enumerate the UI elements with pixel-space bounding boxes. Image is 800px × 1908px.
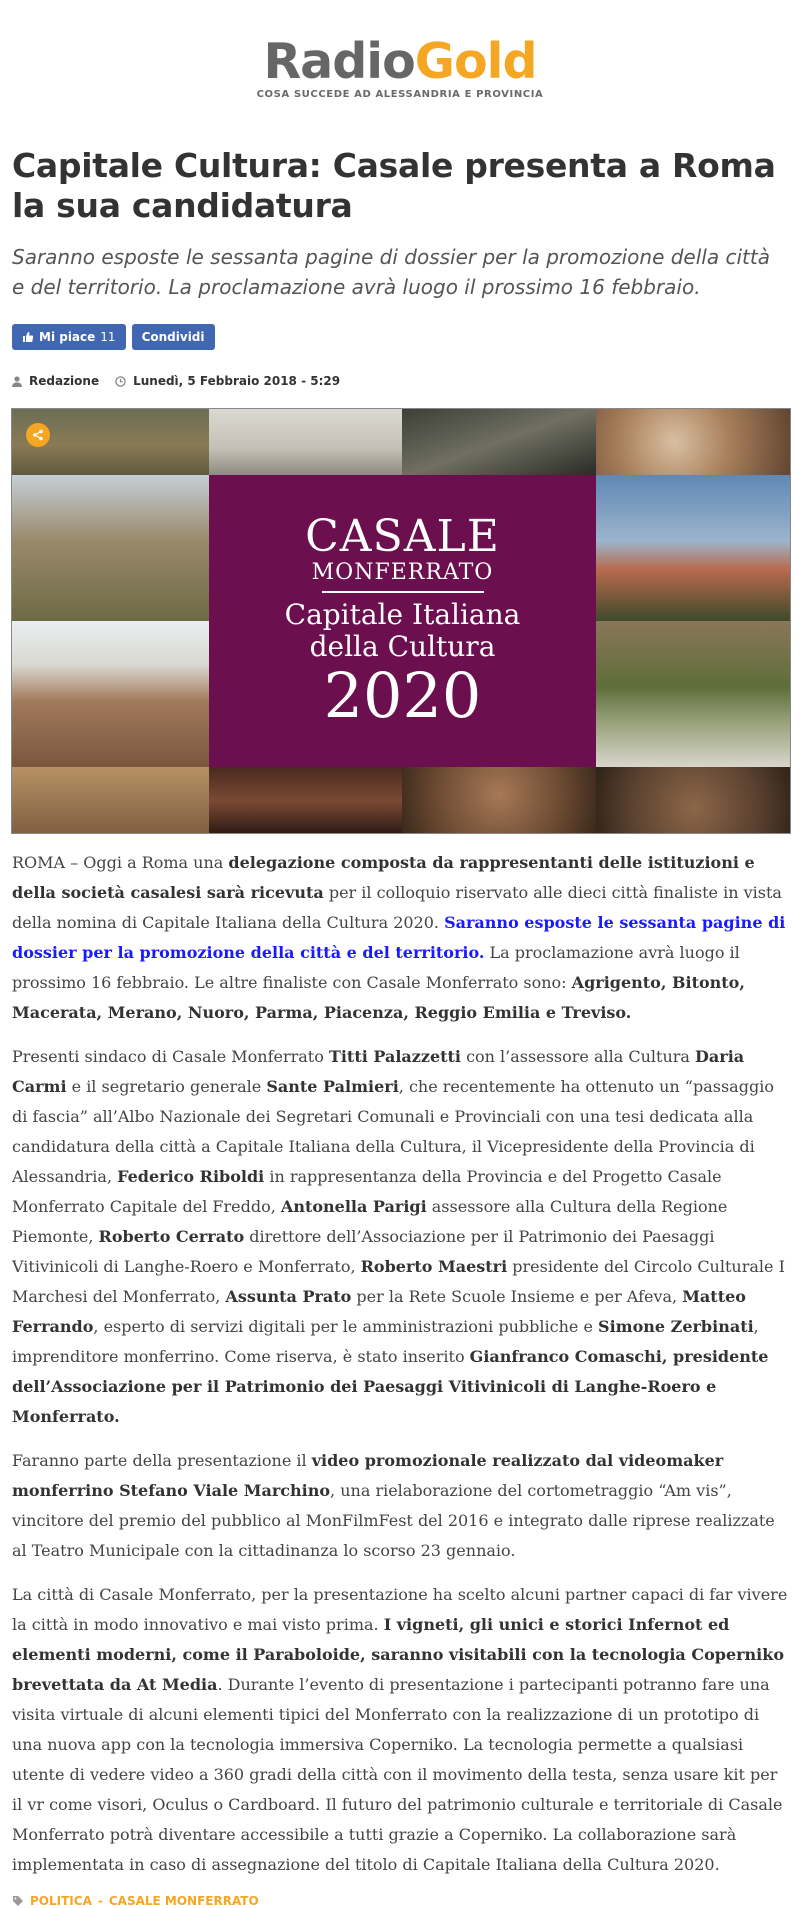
photo-tile bbox=[596, 767, 791, 834]
logo-block[interactable] bbox=[0, 0, 800, 110]
text-bold: Simone Zerbinati bbox=[598, 1317, 754, 1336]
text-run: , che recentemente ha ottenuto un “passaggio di fascia” all’Albo Nazionale dei Segretari Comunali e Provinciali con una tesi dedicata alla candidatura della città a Capitale Italiana della Cultura, il Vicepresidente della Provincia di Alessandria, bbox=[12, 1077, 774, 1186]
text-bold: Federico Riboldi bbox=[117, 1167, 265, 1186]
text-bold: Sante Palmieri bbox=[266, 1077, 399, 1096]
text-bold: video promozionale realizzato dal videomaker monferrino Stefano Viale Marchino bbox=[12, 1451, 724, 1500]
article-subtitle: Saranno esposte le sessanta pagine di dossier per la promozione della città e del territorio. La proclamazione avrà luogo il prossimo 16 febbraio. bbox=[12, 245, 770, 299]
text-run: e il segretario generale bbox=[66, 1077, 267, 1096]
article-body bbox=[12, 848, 788, 1880]
hero-line-year: 2020 bbox=[323, 659, 482, 733]
hero-line-capitale: Capitale Italiana bbox=[284, 597, 521, 631]
paragraph bbox=[12, 1580, 788, 1880]
like-count: 11 bbox=[100, 330, 116, 344]
logo-gold: Gold bbox=[414, 33, 537, 90]
photo-tile bbox=[596, 475, 791, 621]
article-title: Capitale Cultura: Casale presenta a Roma la sua candidatura bbox=[12, 146, 776, 225]
text-run: presidente del Circolo Culturale I Marchesi del Monferrato, bbox=[12, 1257, 785, 1306]
text-run: La città di Casale Monferrato, per la presentazione ha scelto alcuni partner capaci di far vivere la città in modo innovativo e mai visto prima. bbox=[12, 1585, 788, 1634]
text-bold: Antonella Parigi bbox=[280, 1197, 427, 1216]
thumbs-up-icon bbox=[22, 331, 34, 343]
photo-tile bbox=[402, 767, 596, 834]
tag-icon bbox=[12, 1895, 24, 1907]
text-bold: Assunta Prato bbox=[225, 1287, 352, 1306]
text-bold: delegazione composta da rappresentanti delle istituzioni e della società casalesi sarà ricevuta bbox=[12, 853, 755, 902]
text-run: La proclamazione avrà luogo il prossimo 16 febbraio. Le altre finaliste con Casale Monferrato sono: bbox=[12, 943, 740, 992]
photo-tile bbox=[596, 409, 791, 475]
text-run: ROMA – Oggi a Roma una bbox=[12, 853, 229, 872]
text-run: direttore dell’Associazione per il Patrimonio dei Paesaggi Vitivinicoli di Langhe-Roero e Monferrato, bbox=[12, 1227, 715, 1276]
tag-casale-monferrato[interactable]: CASALE MONFERRATO bbox=[108, 1894, 259, 1908]
text-bold: Daria Carmi bbox=[12, 1047, 745, 1096]
text-run: , imprenditore monferrino. Come riserva, è stato inserito bbox=[12, 1317, 759, 1366]
logo-radio: Radio bbox=[263, 33, 415, 90]
social-bar bbox=[12, 324, 788, 350]
article bbox=[0, 146, 800, 1908]
site-logo[interactable] bbox=[263, 33, 537, 90]
photo-tile bbox=[12, 475, 209, 621]
hero-line-casale: CASALE bbox=[305, 510, 500, 562]
text-run: Faranno parte della presentazione il bbox=[12, 1451, 312, 1470]
text-run: . Durante l’evento di presentazione i partecipanti potranno fare una visita virtuale di alcuni elementi tipici del Monferrato con la realizzazione di un prototipo di una nuova app con la tecnologia immersiva Coperniko. La tecnologia permette a qualsiasi utente di vedere video a 360 gradi della città con il movimento della testa, senza usare kit per il vr come visori, Oculus o Cardboard. Il futuro del patrimonio culturale e territoriale di Casale Monferrato potrà diventare accessibile a tutti grazie a Coperniko. La collaborazione sarà implementata in caso di assegnazione del titolo di Capitale Italiana della Cultura 2020. bbox=[12, 1675, 783, 1874]
photo-tile bbox=[596, 621, 791, 767]
text-bold: Matteo Ferrando bbox=[12, 1287, 746, 1336]
text-bold: Titti Palazzetti bbox=[328, 1047, 461, 1066]
article-tags bbox=[12, 1894, 788, 1908]
photo-tile bbox=[402, 409, 596, 475]
hero-title-panel bbox=[209, 475, 596, 767]
site-header bbox=[0, 0, 800, 110]
photo-tile bbox=[209, 409, 402, 475]
text-run: , esperto di servizi digitali per le amministrazioni pubbliche e bbox=[93, 1317, 599, 1336]
text-bold: Gianfranco Comaschi, presidente dell’Associazione per il Patrimonio dei Paesaggi Vitivinicoli di Langhe-Roero e Monferrato. bbox=[12, 1347, 769, 1426]
article-meta bbox=[12, 374, 788, 388]
text-bold: I vigneti, gli unici e storici Infernot ed elementi moderni, come il Paraboloide, saranno visitabili con la tecnologia Coperniko brevettata da At Media bbox=[12, 1615, 785, 1694]
text-run: assessore alla Cultura della Regione Piemonte, bbox=[12, 1197, 728, 1246]
hero-image[interactable] bbox=[11, 408, 791, 834]
tag-politica[interactable]: POLITICA bbox=[30, 1894, 92, 1908]
author bbox=[12, 374, 99, 388]
paragraph bbox=[12, 1042, 788, 1432]
text-run: in rappresentanza della Provincia e del Progetto Casale Monferrato Capitale del Freddo, bbox=[12, 1167, 722, 1216]
image-share-button[interactable] bbox=[26, 423, 50, 447]
hero-line-monferrato: MONFERRATO bbox=[311, 559, 494, 585]
publish-date bbox=[115, 374, 340, 388]
text-bold: Roberto Maestri bbox=[360, 1257, 508, 1276]
author-name: Redazione bbox=[29, 374, 100, 388]
facebook-like-button[interactable] bbox=[12, 324, 126, 350]
text-run: con l’assessore alla Cultura bbox=[460, 1047, 696, 1066]
paragraph bbox=[12, 848, 788, 1028]
hero-divider bbox=[322, 591, 484, 593]
dossier-link[interactable]: Saranno esposte le sessanta pagine di dossier per la promozione della città e del territorio. bbox=[12, 913, 786, 962]
photo-tile bbox=[12, 767, 209, 834]
text-run: Presenti sindaco di Casale Monferrato bbox=[12, 1047, 329, 1066]
text-run: , una rielaborazione del cortometraggio “Am vis”, vincitore del premio del pubblico al MonFilmFest del 2016 e integrato dalle riprese realizzate al Teatro Municipale con la cittadinanza lo scorso 23 gennaio. bbox=[12, 1481, 775, 1560]
share-icon bbox=[32, 429, 44, 441]
like-label: Mi piace bbox=[39, 330, 96, 344]
clock-icon bbox=[115, 376, 126, 387]
date-text: Lunedì, 5 Febbraio 2018 - 5:29 bbox=[133, 374, 341, 388]
user-icon bbox=[12, 376, 22, 387]
text-bold: Roberto Cerrato bbox=[98, 1227, 245, 1246]
text-run: per la Rete Scuole Insieme e per Afeva, bbox=[351, 1287, 683, 1306]
share-button[interactable]: Condividi bbox=[132, 324, 215, 350]
tag-separator: - bbox=[97, 1894, 103, 1908]
text-bold: Agrigento, Bitonto, Macerata, Merano, Nuoro, Parma, Piacenza, Reggio Emilia e Treviso. bbox=[12, 973, 745, 1022]
site-tagline: COSA SUCCEDE AD ALESSANDRIA E PROVINCIA bbox=[256, 89, 544, 100]
photo-tile bbox=[209, 767, 402, 834]
hero-line-cultura: della Cultura bbox=[309, 630, 496, 664]
photo-tile bbox=[12, 621, 209, 767]
paragraph bbox=[12, 1446, 788, 1566]
text-run: per il colloquio riservato alle dieci città finaliste in vista della nomina di Capitale Italiana della Cultura 2020. bbox=[12, 883, 782, 932]
